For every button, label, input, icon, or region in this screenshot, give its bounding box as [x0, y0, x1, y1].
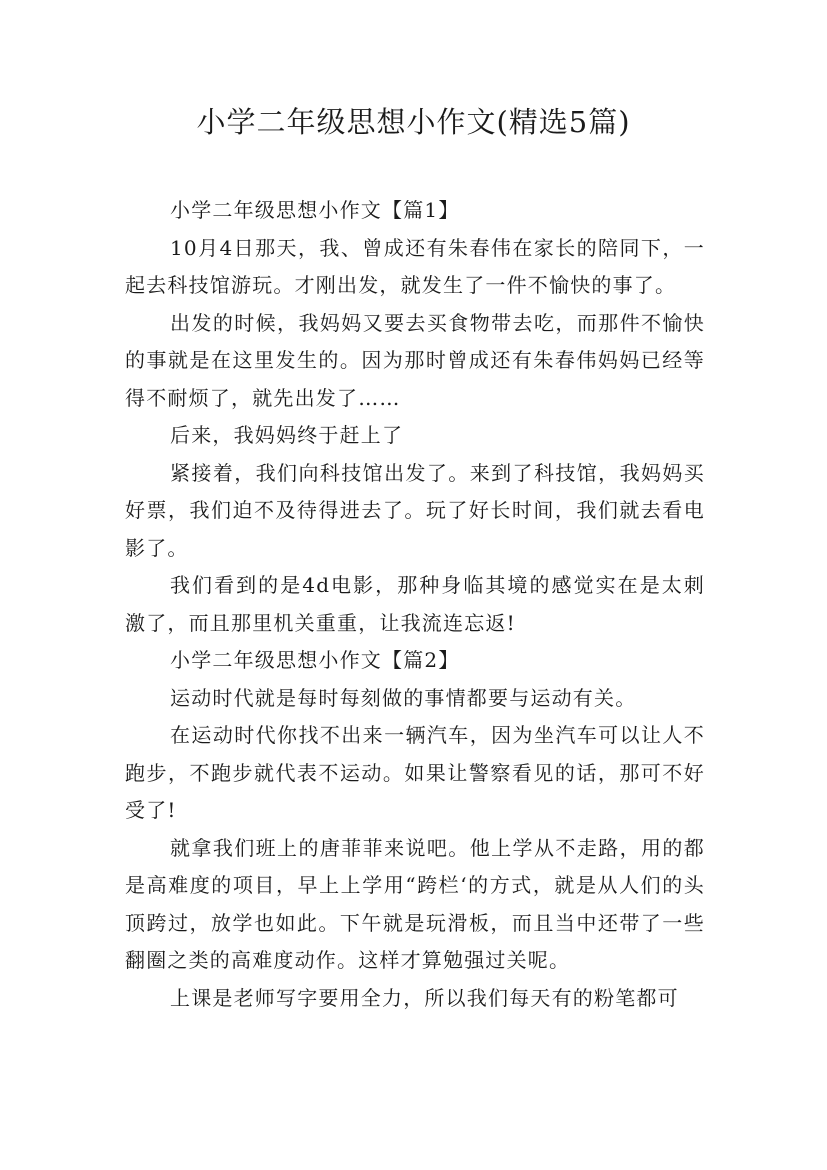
paragraph: 我们看到的是4d电影，那种身临其境的感觉实在是太刺激了，而且那里机关重重，让我流连忘返! — [125, 573, 705, 635]
section-heading: 小学二年级思想小作文【篇1】 — [170, 198, 460, 222]
paragraph: 紧接着，我们向科技馆出发了。来到了科技馆，我妈妈买好票，我们迫不及待得进去了。玩了好长时间，我们就去看电影了。 — [125, 460, 705, 560]
paragraph: 在运动时代你找不出来一辆汽车，因为坐汽车可以让人不跑步，不跑步就代表不运动。如果让警察看见的话，那可不好受了! — [125, 723, 705, 822]
paragraph: 上课是老师写字要用全力，所以我们每天有的粉笔都可 — [170, 985, 679, 1010]
document-title: 小学二年级思想小作文(精选5篇) — [196, 105, 631, 139]
section-heading: 小学二年级思想小作文【篇2】 — [170, 648, 460, 672]
paragraph: 就拿我们班上的唐菲菲来说吧。他上学从不走路，用的都是高难度的项目，早上上学用“跨栏‘的方式，就是从人们的头顶跨过，放学也如此。下午就是玩滑板，而且当中还带了一些翻圈之类的高难度动作。这样才算勉强过关呢。 — [125, 835, 705, 972]
paragraph: 运动时代就是每时每刻做的事情都要与运动有关。 — [170, 685, 637, 710]
paragraph: 出发的时候，我妈妈又要去买食物带去吃，而那件不愉快的事就是在这里发生的。因为那时曾成还有朱春伟妈妈已经等得不耐烦了，就先出发了…… — [125, 310, 705, 410]
paragraph: 10月4日那天，我、曾成还有朱春伟在家长的陪同下，一起去科技馆游玩。才刚出发，就发生了一件不愉快的事了。 — [125, 235, 705, 297]
paragraph: 后来，我妈妈终于赶上了 — [170, 423, 404, 447]
document-body — [125, 192, 705, 1017]
